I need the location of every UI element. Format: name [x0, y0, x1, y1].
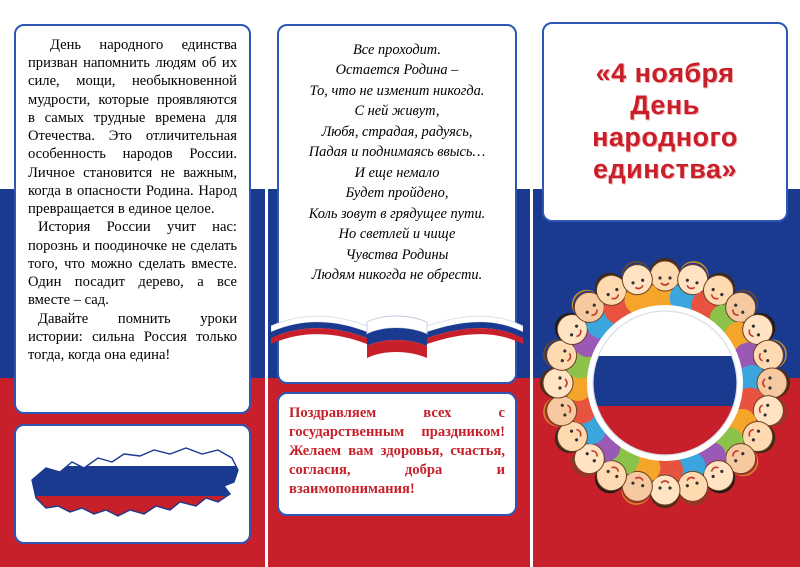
panel-center [265, 0, 530, 567]
children-circle-svg [540, 258, 790, 508]
poem-line: Остается Родина – [335, 62, 459, 79]
article-paragraph-2: История России учит нас: порознь и поодиночке не сделать того, что можно сделать вместе. Один посадит дерево, а все вместе – сад. [28, 219, 237, 309]
panel-right [530, 0, 800, 567]
poem-line: Любя, страдая, радуясь, [321, 123, 473, 140]
title-card [542, 22, 788, 222]
greeting-card [277, 392, 517, 516]
panel-divider-2 [530, 0, 533, 567]
greeting-text: Поздравляем всех с государственным праздником! Желаем вам здоровья, счастья, согласия, добра и взаимопонимания! [289, 405, 505, 497]
poem-line: Чувства Родины [345, 246, 449, 263]
poster-title [592, 58, 738, 185]
title-line-3: народного [592, 122, 738, 152]
flag-ribbon-icon [271, 300, 523, 380]
article-paragraph-3: Давайте помнить уроки истории: сильна Россия только тогда, когда она едина! [28, 310, 237, 363]
title-line-4: единства» [592, 153, 738, 184]
article-paragraph-1: День народного единства призван напомнить людям об их силе, мощи, необыкновенной мудрости, которые проявляются в самых трудные времена для Отечества. Это отличительная особенность народов России. Личное становится не важным, когда в опасности Родина. Народ превращается в единое целое. [28, 37, 237, 218]
children-circle-illustration [540, 258, 790, 508]
poem-line: Все проходит. [353, 42, 441, 58]
panel-left [0, 0, 265, 567]
title-line-1: «4 ноября [595, 58, 735, 89]
title-line-2: День [630, 90, 700, 121]
poem-line: С ней живут, [354, 103, 440, 120]
poem-line: Падая и поднимаясь ввысь… [308, 144, 486, 161]
poem-line: Будет пройдено, [345, 185, 449, 202]
russia-map-icon [16, 426, 249, 542]
russia-map-card [14, 424, 251, 544]
russia-map-svg [20, 428, 248, 540]
poem-line: Но светлей и чище [338, 226, 456, 243]
flag-ribbon-svg [271, 300, 523, 380]
article-card [14, 24, 251, 414]
panel-divider-1 [265, 0, 268, 567]
poem-line: Коль зовут в грядущее пути. [308, 205, 486, 222]
poem-line: То, что не изменит никогда. [309, 82, 485, 99]
poem-line: Людям никогда не обрести. [311, 266, 483, 283]
poem-line: И еще немало [354, 164, 440, 181]
